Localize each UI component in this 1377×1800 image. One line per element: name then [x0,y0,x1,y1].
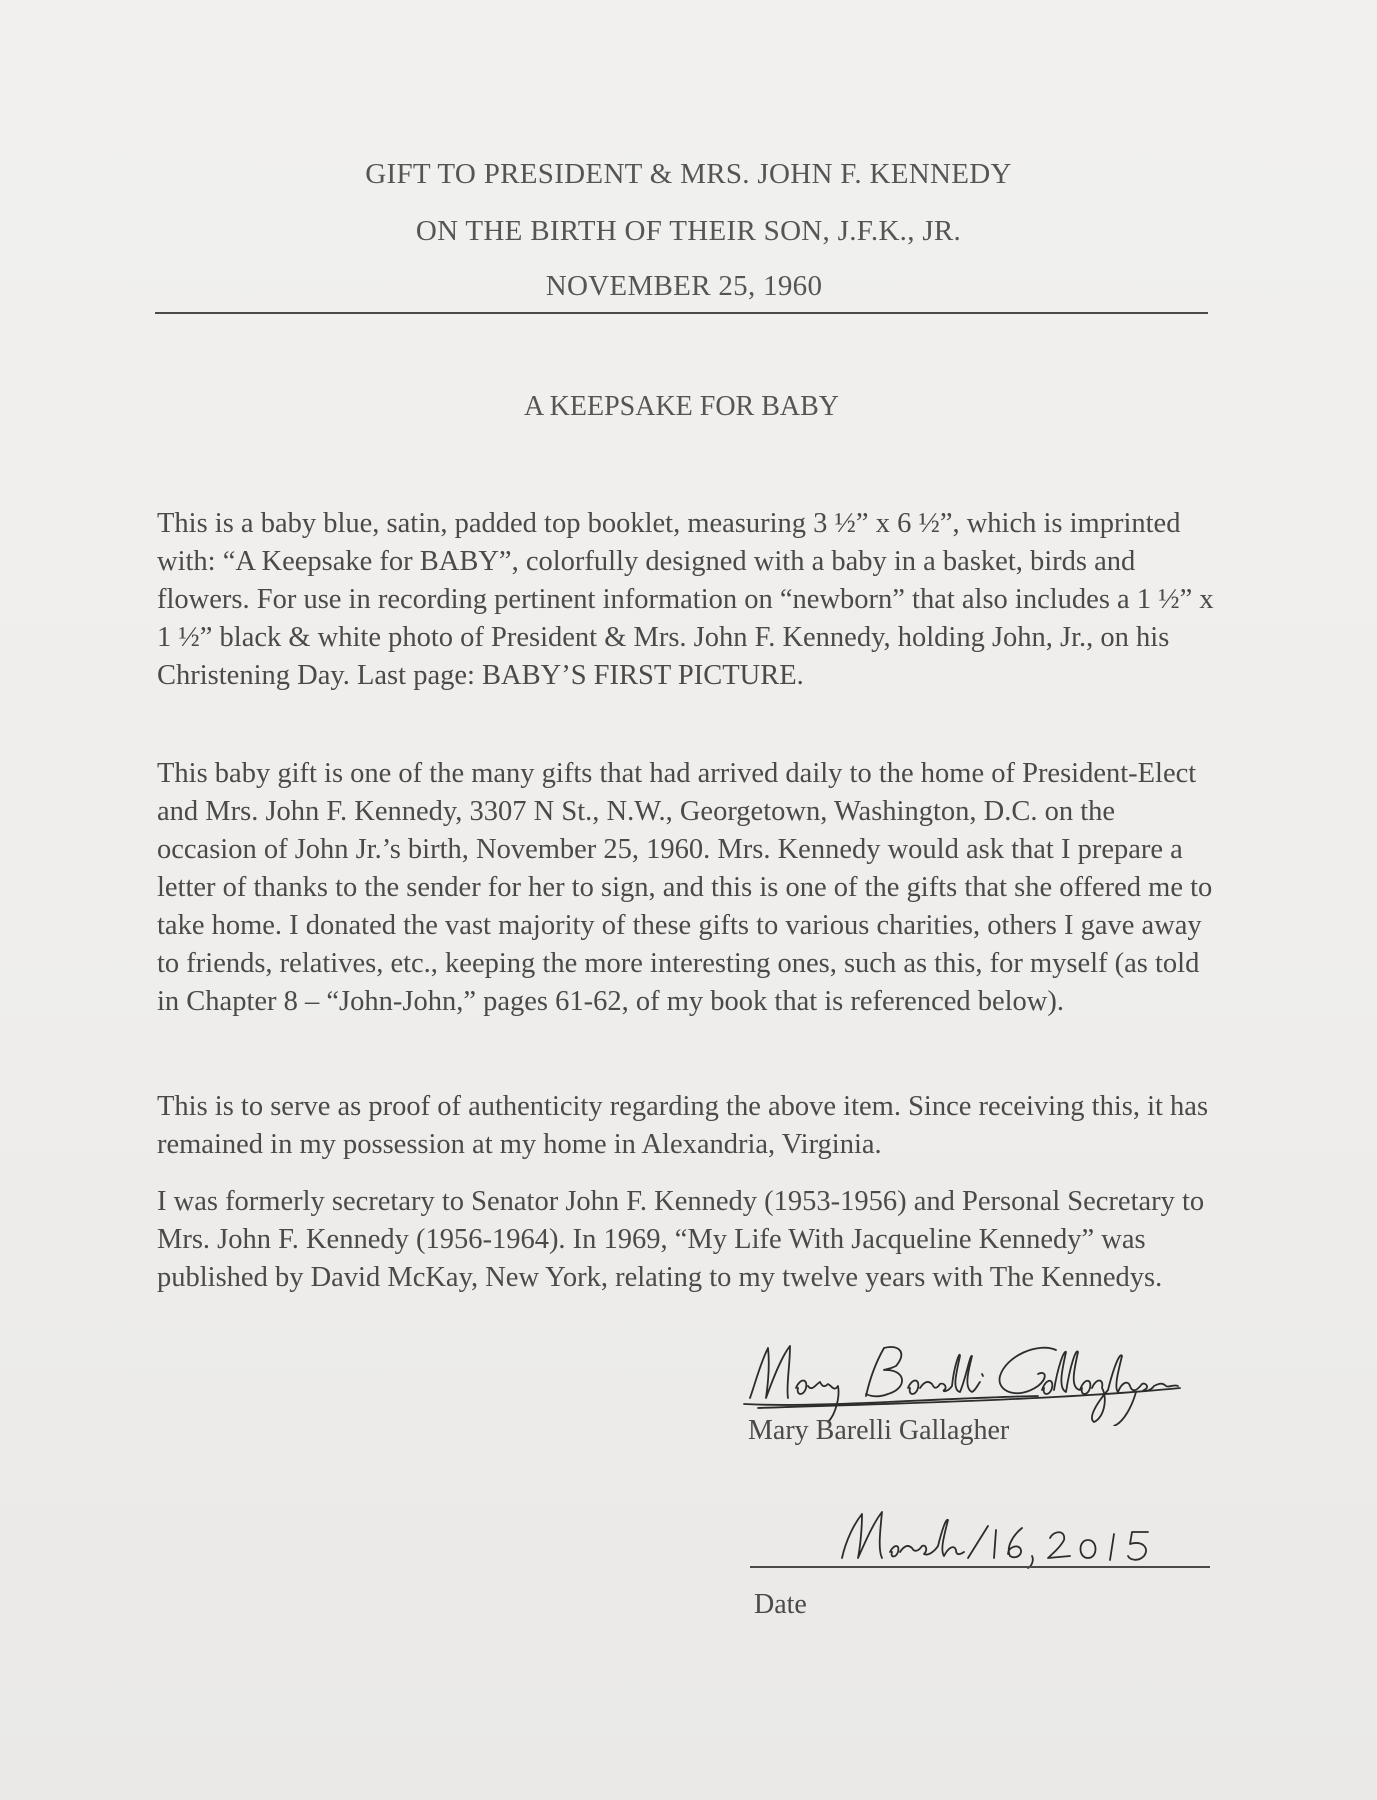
date-label: Date [754,1589,807,1620]
paragraph-author-bio: I was formerly secretary to Senator John F. Kennedy (1953-1956) and Personal Secretary to Mrs. John F. Kennedy (1956-1964). In 1969, “My Life With Jacqueline Kennedy” was published by David McKay, New York, relating to my twelve years with The Kennedys. [157,1186,1205,1293]
paragraph-authenticity: This is to serve as proof of authenticity regarding the above item. Since receiving this, it has remained in my possession at my home in Alexandria, Virginia. [157,1091,1209,1160]
handwritten-date [750,1500,1220,1570]
header-date: NOVEMBER 25, 1960 [545,270,823,302]
header-divider [155,312,1208,314]
paragraph-gift-history: This baby gift is one of the many gifts that had arrived daily to the home of President-Elect and Mrs. John F. Kennedy, 3307 N St., N.W., Georgetown, Washington, D.C. on the occasion of John Jr.’s birth, November 25, 1960. Mrs. Kennedy would ask that I prepare a letter of thanks to the sender for her to sign, and this is one of the gifts that she offered me to take home. I donated the vast majority of these gifts to various charities, others I gave away to friends, relatives, etc., keeping the more interesting ones, such as this, for myself (as told in Chapter 8 – “John-John,” pages 61-62, of my book that is referenced below). [157,758,1213,1017]
date-signature-line [750,1566,1210,1568]
header-title-line-1: GIFT TO PRESIDENT & MRS. JOHN F. KENNEDY [365,158,1012,190]
paragraph-item-description: This is a baby blue, satin, padded top booklet, measuring 3 ½” x 6 ½”, which is imprinted with: “A Keepsake for BABY”, colorfully designed with a baby in a basket, birds and flowers. For use in recording pertinent information on “newborn” that also includes a 1 ½” x 1 ½” black & white photo of President & Mrs. John F. Kennedy, holding John, Jr., on his Christening Day. Last page: BABY’S FIRST PICTURE. [157,508,1214,691]
document-subtitle: A KEEPSAKE FOR BABY [523,391,840,422]
handwritten-signature [738,1326,1238,1426]
signer-printed-name: Mary Barelli Gallagher [748,1415,1010,1446]
header-title-line-2: ON THE BIRTH OF THEIR SON, J.F.K., JR. [415,215,962,247]
